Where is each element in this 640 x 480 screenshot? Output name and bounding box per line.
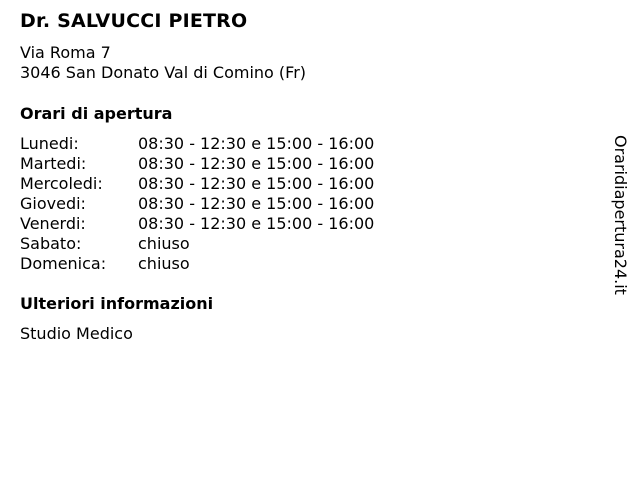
day-label: Venerdi:: [20, 214, 86, 233]
further-info-heading: Ulteriori informazioni: [20, 294, 214, 313]
business-name: Dr. SALVUCCI PIETRO: [20, 10, 248, 32]
hours-row-saturday: [20, 234, 440, 254]
day-hours: 08:30 - 12:30 e 15:00 - 16:00: [138, 214, 375, 233]
hours-row-friday: [20, 214, 440, 234]
day-hours: chiuso: [138, 234, 190, 253]
day-hours: 08:30 - 12:30 e 15:00 - 16:00: [138, 154, 375, 173]
day-label: Lunedi:: [20, 134, 79, 153]
site-watermark: Oraridiapertura24.it: [611, 135, 630, 295]
hours-row-tuesday: [20, 154, 440, 174]
hours-row-thursday: [20, 194, 440, 214]
day-hours: 08:30 - 12:30 e 15:00 - 16:00: [138, 174, 375, 193]
address-city: 3046 San Donato Val di Comino (Fr): [20, 63, 307, 82]
address-street: Via Roma 7: [20, 43, 111, 62]
day-label: Giovedi:: [20, 194, 86, 213]
hours-row-sunday: [20, 254, 440, 274]
day-hours: chiuso: [138, 254, 190, 273]
further-info-text: Studio Medico: [20, 324, 133, 343]
day-label: Sabato:: [20, 234, 82, 253]
opening-hours-heading: Orari di apertura: [20, 104, 173, 123]
day-hours: 08:30 - 12:30 e 15:00 - 16:00: [138, 194, 375, 213]
day-hours: 08:30 - 12:30 e 15:00 - 16:00: [138, 134, 375, 153]
day-label: Martedi:: [20, 154, 87, 173]
day-label: Domenica:: [20, 254, 107, 273]
hours-row-monday: [20, 134, 440, 154]
opening-hours-table: [20, 134, 440, 274]
hours-row-wednesday: [20, 174, 440, 194]
day-label: Mercoledi:: [20, 174, 103, 193]
